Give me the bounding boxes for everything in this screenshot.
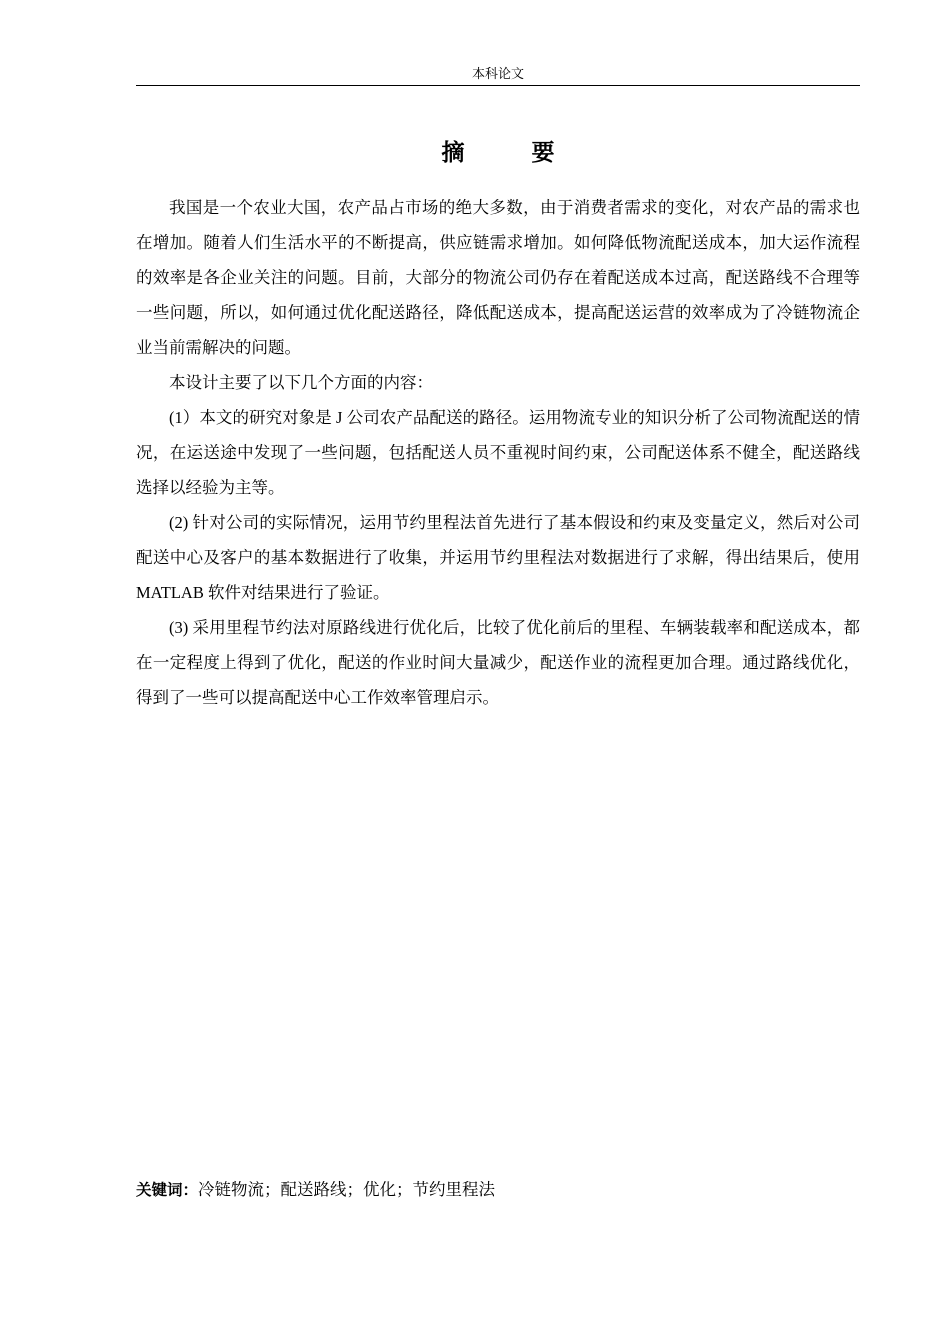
abstract-paragraph-point-3: (3) 采用里程节约法对原路线进行优化后，比较了优化前后的里程、车辆装载率和配送成本，都在一定程度上得到了优化，配送的作业时间大量减少，配送作业的流程更加合理。通过路线优化，得到了一些可以提高配送中心工作效率管理启示。 [136, 618, 860, 707]
keywords-value: 冷链物流；配送路线；优化；节约里程法 [198, 1180, 496, 1199]
abstract-title: 摘 要 [441, 140, 577, 166]
abstract-paragraph-scope: 本设计主要了以下几个方面的内容： [169, 373, 433, 392]
abstract-body [136, 190, 860, 715]
abstract-paragraph-intro: 我国是一个农业大国，农产品占市场的绝大多数，由于消费者需求的变化，对农产品的需求也在增加。随着人们生活水平的不断提高，供应链需求增加。如何降低物流配送成本，加大运作流程的效率是各企业关注的问题。目前，大部分的物流公司仍存在着配送成本过高，配送路线不合理等一些问题，所以，如何通过优化配送路径，降低配送成本，提高配送运营的效率成为了冷链物流企业当前需解决的问题。 [136, 198, 860, 357]
abstract-paragraph-point-2: (2) 针对公司的实际情况，运用节约里程法首先进行了基本假设和约束及变量定义，然后对公司配送中心及客户的基本数据进行了收集，并运用节约里程法对数据进行了求解，得出结果后，使用 MATLAB 软件对结果进行了验证。 [136, 513, 860, 602]
abstract-paragraph-point-1: (1）本文的研究对象是 J 公司农产品配送的路径。运用物流专业的知识分析了公司物流配送的情况，在运送途中发现了一些问题，包括配送人员不重视时间约束，公司配送体系不健全，配送路线选择以经验为主等。 [136, 408, 860, 497]
keywords-label: 关键词： [136, 1181, 199, 1199]
header-divider [136, 85, 860, 86]
page-header: 本科论文 [471, 66, 524, 81]
keywords-line [136, 1176, 860, 1204]
